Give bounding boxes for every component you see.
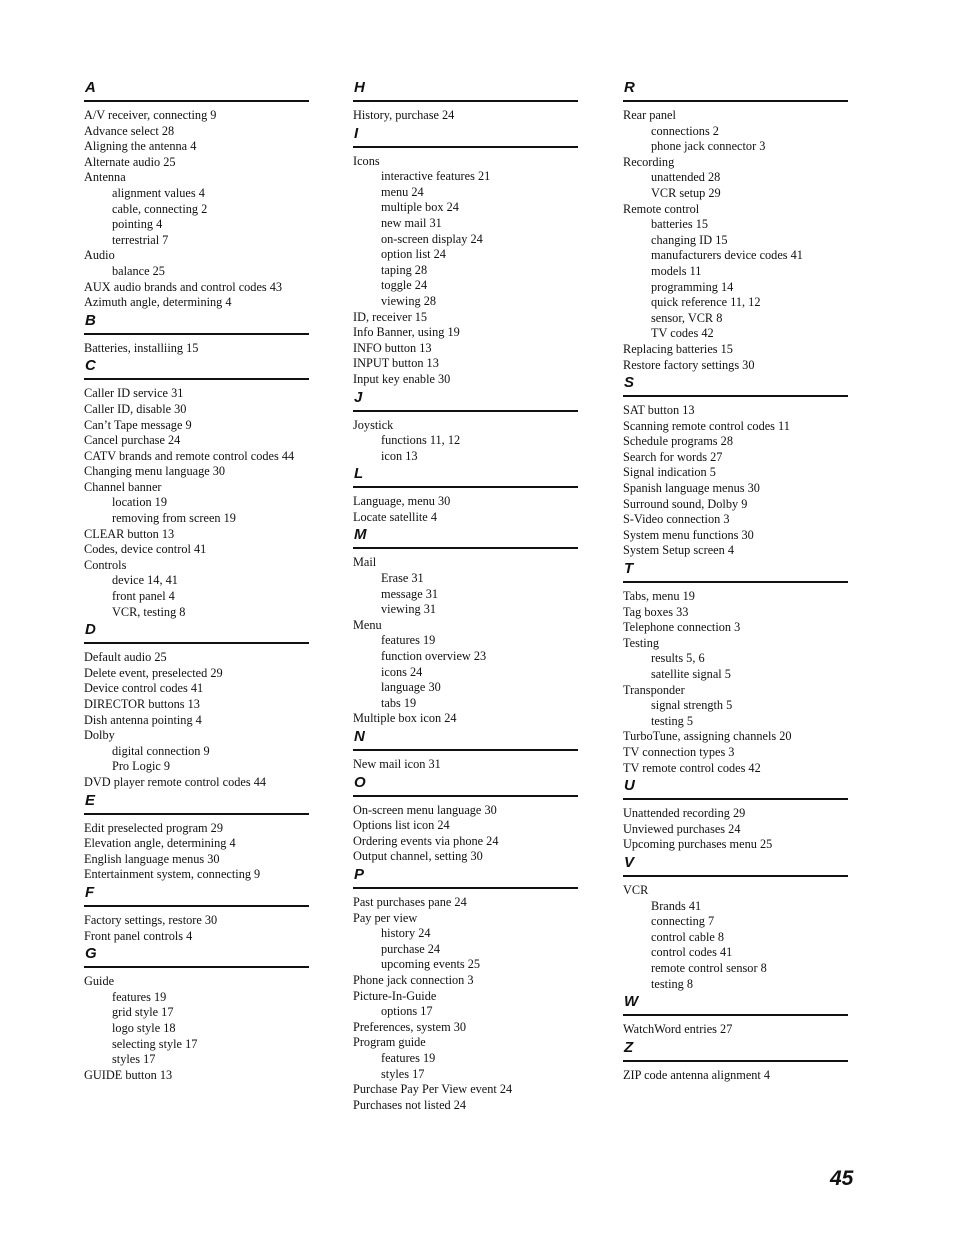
section-letter-heading: O [353, 773, 578, 797]
index-entry: Dish antenna pointing 4 [84, 712, 202, 727]
index-subentry: alignment values 4 [112, 185, 205, 200]
index-column-3 [623, 78, 848, 1083]
index-entry: DIRECTOR buttons 13 [84, 697, 200, 711]
index-entry: Codes, device control 41 [84, 542, 207, 557]
index-subentry: quick reference 11, 12 [651, 295, 761, 310]
index-entry: ZIP code antenna alignment 4 [623, 1067, 771, 1082]
index-entry: Caller ID service 31 [84, 386, 184, 401]
index-subentry: language 30 [381, 680, 441, 695]
index-column-2 [353, 78, 578, 1113]
index-subentry: cable, connecting 2 [112, 201, 208, 216]
section-letter-heading: R [623, 78, 848, 102]
index-entry: Azimuth angle, determining 4 [84, 295, 232, 310]
index-section [623, 1038, 848, 1084]
index-section [84, 311, 309, 357]
index-entry: CATV brands and remote control codes 44 [84, 448, 295, 463]
index-subentry: multiple box 24 [381, 200, 459, 215]
index-subentry: testing 8 [651, 976, 694, 991]
index-entry: Recording [623, 154, 675, 169]
index-entry: Surround sound, Dolby 9 [623, 496, 748, 511]
section-letter-heading: L [353, 464, 578, 488]
index-entry: TV remote control codes 42 [623, 760, 761, 775]
index-subentry: VCR setup 29 [651, 185, 721, 200]
index-entry: Caller ID, disable 30 [84, 401, 187, 416]
index-section [623, 776, 848, 853]
index-section [623, 373, 848, 559]
index-subentry: models 11 [651, 263, 702, 278]
index-subentry: Pro Logic 9 [112, 759, 171, 774]
index-subentry: interactive features 21 [381, 169, 491, 184]
index-subentry: location 19 [112, 495, 167, 510]
index-entry: TurboTune, assigning channels 20 [623, 729, 792, 744]
index-entry: WatchWord entries 27 [623, 1022, 733, 1037]
index-subentry: message 31 [381, 586, 439, 601]
index-subentry: digital connection 9 [112, 743, 210, 758]
index-entry: Search for words 27 [623, 449, 723, 464]
index-subentry: upcoming events 25 [381, 957, 481, 972]
index-entry: New mail icon 31 [353, 757, 441, 771]
index-entry: A/V receiver, connecting 9 [84, 108, 217, 122]
index-subentry: changing ID 15 [651, 232, 728, 247]
section-letter-heading: T [623, 559, 848, 583]
index-entry: Cancel purchase 24 [84, 433, 181, 448]
section-letter-heading: Z [623, 1038, 848, 1062]
index-entry: Phone jack connection 3 [353, 972, 474, 987]
index-entry: Info Banner, using 19 [353, 325, 460, 340]
index-entry: Tabs, menu 19 [623, 589, 695, 604]
index-entry: Factory settings, restore 30 [84, 912, 218, 927]
index-subentry: balance 25 [112, 263, 165, 278]
index-subentry: sensor, VCR 8 [651, 310, 723, 325]
index-subentry: connecting 7 [651, 914, 715, 929]
index-entry: S-Video connection 3 [623, 512, 730, 527]
index-subentry: on-screen display 24 [381, 231, 483, 246]
index-subentry: control codes 41 [651, 945, 733, 960]
section-letter-heading: D [84, 620, 309, 644]
index-entry: Entertainment system, connecting 9 [84, 867, 261, 882]
index-entry: Delete event, preselected 29 [84, 665, 223, 680]
index-section [353, 865, 578, 1113]
section-letter-heading: F [84, 883, 309, 907]
index-section [84, 791, 309, 883]
index-entry: TV connection types 3 [623, 744, 735, 759]
index-entry: Batteries, installiing 15 [84, 340, 199, 355]
index-entry: Advance select 28 [84, 123, 175, 138]
index-entry: Multiple box icon 24 [353, 711, 457, 726]
index-entry: DVD player remote control codes 44 [84, 774, 267, 789]
index-entry: Tag boxes 33 [623, 604, 689, 619]
index-subentry: batteries 15 [651, 217, 709, 232]
index-entry: Preferences, system 30 [353, 1019, 467, 1034]
index-column-1 [84, 78, 309, 1083]
index-entry: Controls [84, 557, 127, 572]
index-entry: Channel banner [84, 479, 162, 494]
index-subentry: front panel 4 [112, 589, 175, 604]
index-entry: System Setup screen 4 [623, 543, 734, 558]
index-subentry: purchase 24 [381, 941, 441, 956]
section-letter-heading: P [353, 865, 578, 889]
section-letter-heading: V [623, 853, 848, 877]
index-entry: Joystick [353, 417, 394, 432]
index-subentry: remote control sensor 8 [651, 960, 767, 975]
index-section [623, 559, 848, 776]
index-entry: Testing [623, 635, 660, 650]
index-entry: AUX audio brands and control codes 43 [84, 279, 283, 294]
index-entry: Front panel controls 4 [84, 928, 193, 943]
index-subentry: new mail 31 [381, 215, 442, 230]
index-entry: Output channel, setting 30 [353, 849, 483, 864]
section-letter-heading: G [84, 944, 309, 968]
section-letter-heading: W [623, 992, 848, 1016]
index-subentry: logo style 18 [112, 1020, 176, 1035]
index-section [623, 78, 848, 373]
index-entry: Edit preselected program 29 [84, 820, 223, 835]
index-entry: Purchase Pay Per View event 24 [353, 1082, 513, 1097]
index-subentry: signal strength 5 [651, 698, 733, 713]
section-letter-heading: C [84, 356, 309, 380]
index-subentry: phone jack connector 3 [651, 139, 766, 154]
index-section [353, 773, 578, 865]
index-entry: Remote control [623, 201, 700, 216]
index-section [84, 356, 309, 620]
index-section [84, 620, 309, 790]
index-subentry: styles 17 [381, 1066, 425, 1081]
index-entry: Transponder [623, 682, 685, 697]
index-subentry: function overview 23 [381, 649, 487, 664]
index-entry: INFO button 13 [353, 340, 432, 355]
index-subentry: tabs 19 [381, 695, 417, 710]
index-entry: Changing menu language 30 [84, 464, 226, 479]
index-subentry: control cable 8 [651, 929, 725, 944]
index-entry: Pay per view [353, 910, 418, 925]
index-section [84, 78, 309, 311]
index-section [353, 727, 578, 773]
index-entry: Restore factory settings 30 [623, 357, 755, 372]
index-entry: On-screen menu language 30 [353, 802, 497, 817]
page-number: 45 [830, 1167, 854, 1190]
index-subentry: pointing 4 [112, 217, 163, 232]
section-letter-heading: N [353, 727, 578, 751]
index-entry: Options list icon 24 [353, 818, 450, 833]
index-subentry: satellite signal 5 [651, 667, 731, 681]
section-letter-heading: E [84, 791, 309, 815]
index-section [84, 944, 309, 1083]
index-subentry: styles 17 [112, 1052, 156, 1067]
index-subentry: programming 14 [651, 279, 734, 294]
index-entry: Rear panel [623, 108, 676, 122]
index-entry: History, purchase 24 [353, 108, 455, 122]
index-subentry: TV codes 42 [651, 326, 714, 341]
index-entry: VCR [623, 882, 649, 897]
index-entry: Mail [353, 555, 377, 570]
index-section [353, 124, 578, 388]
index-entry: Can’t Tape message 9 [84, 417, 192, 432]
index-entry: Signal indication 5 [623, 465, 716, 480]
index-entry: Picture-In-Guide [353, 988, 437, 1003]
index-subentry: icon 13 [381, 448, 418, 463]
index-entry: Icons [353, 153, 380, 168]
index-entry: CLEAR button 13 [84, 526, 175, 541]
index-entry: Alternate audio 25 [84, 154, 176, 169]
index-entry: Guide [84, 974, 115, 989]
index-entry: Input key enable 30 [353, 371, 451, 386]
index-entry: Purchases not listed 24 [353, 1097, 467, 1112]
index-subentry: features 19 [381, 633, 436, 648]
index-entry: Device control codes 41 [84, 681, 204, 696]
section-letter-heading: I [353, 124, 578, 148]
index-section [623, 853, 848, 992]
index-subentry: connections 2 [651, 123, 719, 138]
index-subentry: toggle 24 [381, 278, 428, 293]
index-subentry: selecting style 17 [112, 1036, 198, 1051]
index-entry: Antenna [84, 170, 126, 185]
index-subentry: testing 5 [651, 713, 694, 728]
index-subentry: results 5, 6 [651, 651, 705, 666]
index-subentry: viewing 31 [381, 602, 436, 617]
index-entry: Elevation angle, determining 4 [84, 836, 236, 851]
index-section [353, 78, 578, 124]
index-entry: Language, menu 30 [353, 494, 451, 509]
section-letter-heading: U [623, 776, 848, 800]
section-letter-heading: M [353, 525, 578, 549]
index-subentry: features 19 [381, 1050, 436, 1065]
index-entry: English language menus 30 [84, 851, 220, 866]
index-entry: Upcoming purchases menu 25 [623, 837, 773, 852]
index-entry: GUIDE button 13 [84, 1067, 173, 1082]
section-letter-heading: A [84, 78, 309, 102]
index-entry: Spanish language menus 30 [623, 481, 760, 496]
index-entry: Default audio 25 [84, 650, 167, 665]
index-entry: Past purchases pane 24 [353, 894, 467, 909]
index-subentry: viewing 28 [381, 293, 436, 308]
index-section [353, 464, 578, 525]
index-entry: Locate satellite 4 [353, 509, 437, 524]
index-subentry: terrestrial 7 [112, 232, 169, 247]
index-subentry: taping 28 [381, 262, 428, 277]
index-section [84, 883, 309, 944]
index-entry: Replacing batteries 15 [623, 341, 733, 356]
index-subentry: unattended 28 [651, 170, 721, 185]
index-entry: Telephone connection 3 [623, 620, 741, 635]
index-subentry: Erase 31 [381, 571, 424, 586]
index-subentry: grid style 17 [112, 1005, 174, 1020]
index-entry: Program guide [353, 1035, 426, 1050]
index-subentry: features 19 [112, 989, 167, 1004]
index-subentry: options 17 [381, 1004, 433, 1019]
index-section [623, 992, 848, 1038]
index-subentry: history 24 [381, 926, 431, 941]
index-subentry: VCR, testing 8 [112, 604, 186, 619]
section-letter-heading: H [353, 78, 578, 102]
index-entry: Menu [353, 617, 382, 632]
index-subentry: manufacturers device codes 41 [651, 248, 803, 263]
index-entry: Scanning remote control codes 11 [623, 418, 790, 433]
index-section [353, 525, 578, 727]
index-entry: Audio [84, 248, 115, 263]
index-subentry: option list 24 [381, 247, 446, 262]
index-subentry: device 14, 41 [112, 573, 178, 588]
index-entry: Unattended recording 29 [623, 806, 746, 821]
index-subentry: functions 11, 12 [381, 433, 461, 448]
index-entry: INPUT button 13 [353, 356, 439, 371]
index-entry: Ordering events via phone 24 [353, 833, 499, 848]
section-letter-heading: J [353, 388, 578, 412]
index-entry: SAT button 13 [623, 403, 695, 418]
index-entry: ID, receiver 15 [353, 309, 428, 324]
index-subentry: menu 24 [381, 184, 424, 199]
index-entry: Unviewed purchases 24 [623, 821, 741, 836]
index-entry: Dolby [84, 728, 115, 743]
section-letter-heading: B [84, 311, 309, 335]
index-entry: System menu functions 30 [623, 527, 754, 542]
index-subentry: Brands 41 [651, 898, 702, 913]
section-letter-heading: S [623, 373, 848, 397]
index-subentry: icons 24 [381, 664, 423, 679]
index-subentry: removing from screen 19 [112, 511, 236, 526]
index-entry: Schedule programs 28 [623, 434, 733, 449]
index-section [353, 388, 578, 465]
index-entry: Aligning the antenna 4 [84, 139, 197, 154]
